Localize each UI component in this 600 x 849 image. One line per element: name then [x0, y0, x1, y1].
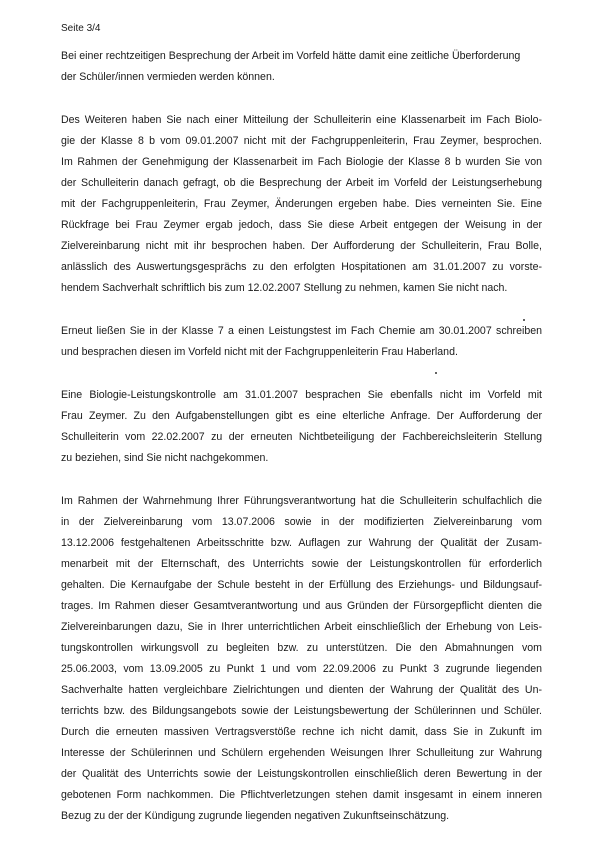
- paragraph: [61, 110, 542, 299]
- text-line: Durch die erneuten massiven Vertragsverstöße rechne ich nicht damit, dass Sie in Zukunft im: [61, 726, 542, 738]
- text-line: der Schüler/innen vermieden werden können.: [61, 71, 275, 83]
- text-line: gehalten. Die Kernaufgabe der Schule besteht in der Erfüllung des Erziehungs- und Bildungsauf-: [61, 579, 542, 591]
- text-line: Eine Biologie-Leistungskontrolle am 31.01.2007 besprachen Sie ebenfalls nicht im Vorfeld mit: [61, 389, 542, 401]
- paragraph: [61, 385, 542, 469]
- text-line: gebotenen Form nachkommen. Die Pflichtverletzungen stehen damit insgesamt in einem inneren: [61, 789, 542, 801]
- text-line: zu beziehen, sind Sie nicht nachgekommen.: [61, 452, 269, 464]
- text-line: Zielvereinbarungen dazu, Sie in Ihrer unterrichtlichen Arbeit einschließlich der Erhebung von Leis-: [61, 621, 542, 633]
- page-number: Seite 3/4: [61, 23, 101, 34]
- text-line: Des Weiteren haben Sie nach einer Mitteilung der Schulleiterin eine Klassenarbeit im Fach Biolo-: [61, 114, 542, 126]
- text-line: Interesse der Schülerinnen und Schülern ergehenden Weisungen Ihrer Schulleitung zur Wahrung: [61, 747, 542, 759]
- text-line: Bezug zu der der Kündigung zugrunde liegenden negativen Zukunftseinschätzung.: [61, 810, 450, 822]
- scan-speck: [523, 319, 525, 321]
- text-line: Schulleiterin vom 22.02.2007 zu der erneuten Nichtbeteiligung der Fachbereichsleiterin Stellung: [61, 431, 542, 443]
- text-line: tungskontrollen wirkungsvoll zu begleiten bzw. zu unterstützen. Die den Abmahnungen vom: [61, 642, 542, 654]
- text-line: hendem Sachverhalt schriftlich bis zum 12.02.2007 Stellung zu nehmen, kamen Sie nicht nach.: [61, 282, 508, 294]
- text-line: trages. Im Rahmen dieser Gesamtverantwortung und aus Gründen der Fürsorgepflicht dienten die: [61, 600, 542, 612]
- text-line: der Schulleiterin danach gefragt, ob die Besprechung der Arbeit im Vorfeld der Leistungserhebung: [61, 177, 542, 189]
- text-line: 25.06.2003, vom 13.09.2005 zu Punkt 1 und vom 22.09.2006 zu Punkt 3 zugrunde liegenden: [61, 663, 542, 675]
- letter-body: [61, 46, 542, 849]
- text-line: Frau Zeymer. Zu den Aufgabenstellungen gibt es eine elterliche Anfrage. Der Aufforderung der: [61, 410, 542, 422]
- text-line: Im Rahmen der Genehmigung der Klassenarbeit im Fach Biologie der Klasse 8 b wurden Sie von: [61, 156, 542, 168]
- text-line: gie der Klasse 8 b vom 09.01.2007 nicht mit der Fachgruppenleiterin, Frau Zeymer, besprochen.: [61, 135, 542, 147]
- text-line: menarbeit mit der Elternschaft, des Unterrichts sowie der Leistungskontrollen für erforderlich: [61, 558, 542, 570]
- text-line: und besprachen diesen im Vorfeld nicht mit der Fachgruppenleiterin Frau Haberland.: [61, 346, 458, 358]
- text-line: Im Rahmen der Wahrnehmung Ihrer Führungsverantwortung hat die Schulleiterin schulfachlich die: [61, 495, 542, 507]
- paragraph: [61, 491, 542, 827]
- text-line: anlässlich des Auswertungsgesprächs zu den erfolgten Hospitationen am 31.01.2007 zu vorste-: [61, 261, 542, 273]
- text-line: Bei einer rechtzeitigen Besprechung der Arbeit im Vorfeld hätte damit eine zeitliche Überforderung: [61, 50, 521, 62]
- paragraph: [61, 321, 542, 363]
- text-line: Rückfrage bei Frau Zeymer ergab jedoch, dass Sie diese Arbeit entgegen der Weisung in der: [61, 219, 542, 231]
- text-line: Erneut ließen Sie in der Klasse 7 a einen Leistungstest im Fach Chemie am 30.01.2007 schreiben: [61, 325, 542, 337]
- text-line: 13.12.2006 festgehaltenen Arbeitsschritte bzw. Auflagen zur Wahrung der Qualität der Zusam-: [61, 537, 542, 549]
- text-line: in der Zielvereinbarung vom 13.07.2006 sowie in der modifizierten Zielvereinbarung vom: [61, 516, 542, 528]
- scan-speck: [435, 372, 437, 374]
- text-line: terrichts bzw. des Bildungsangebots sowie der Leistungsbewertung der Schülerinnen und Schüler.: [61, 705, 542, 717]
- text-line: Sachverhalte hatten vergleichbare Zielrichtungen und dienten der Wahrung der Qualität des Un-: [61, 684, 542, 696]
- paragraph: [61, 46, 542, 88]
- text-line: mit der Fachgruppenleiterin, Frau Zeymer, Änderungen ergeben habe. Dies verneinten Sie. Eine: [61, 198, 542, 210]
- text-line: Zielvereinbarung nicht mit ihr besprochen haben. Der Aufforderung der Schulleiterin, Frau Bolle,: [61, 240, 542, 252]
- text-line: der Qualität des Unterrichts sowie der Leistungskontrollen einschließlich deren Bewertung in der: [61, 768, 542, 780]
